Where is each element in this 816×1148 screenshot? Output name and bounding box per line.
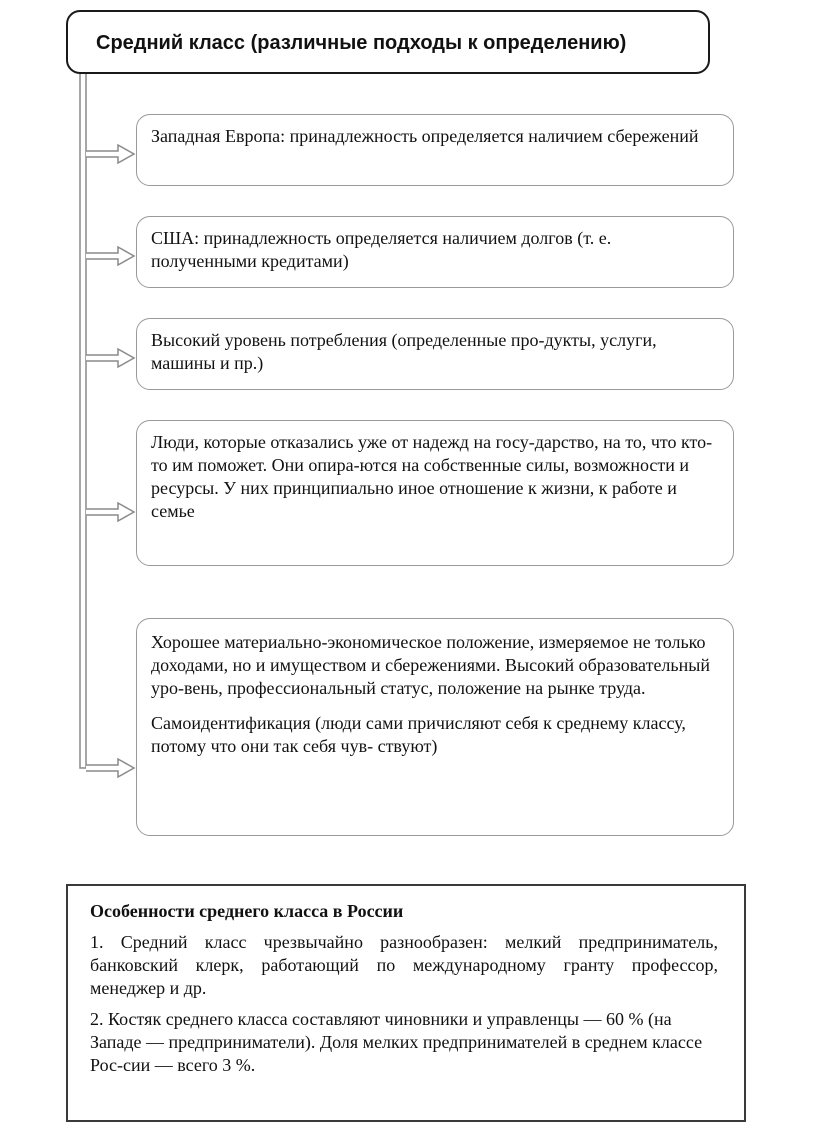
branch-arrow [86,247,134,265]
branch-arrow [86,503,134,521]
diagram-title: Средний класс (различные подходы к определению) [66,10,710,74]
russia-features-box [66,884,746,1122]
approach-text: США: принадлежность определяется наличием долгов (т. е. полученными кредитами) [151,228,612,271]
branch-arrow [86,349,134,367]
branch-arrow [86,145,134,163]
russia-point-1: 1. Средний класс чрезвычайно разнообразен: мелкий предприниматель, банковский клерк, работающий по международному гранту профессор, менеджер и др. [90,932,718,998]
approach-usa [136,216,734,288]
approach-text: Высокий уровень потребления (определенные про-дукты, услуги, машины и пр.) [151,330,657,373]
branch-arrow [86,759,134,777]
approach-western-europe [136,114,734,186]
trunk-line [80,74,86,768]
approach-text: Западная Европа: принадлежность определяется наличием сбережений [151,126,699,146]
russia-heading: Особенности среднего класса в России [90,901,404,921]
approach-text: Хорошее материально-экономическое положение, измеряемое не только доходами, но и имуществом и сбережениями. Высокий образовательный уро-вень, профессиональный статус, положение на рынке труда. [151,632,710,698]
approach-consumption [136,318,734,390]
approach-text-self-identification: Самоидентификация (люди сами причисляют себя к среднему классу, потому что они так себя чув- ствуют) [151,713,686,756]
approach-self-reliance [136,420,734,566]
approach-socioeconomic-status [136,618,734,836]
approach-text: Люди, которые отказались уже от надежд на госу-дарство, на то, что кто-то им поможет. Они опира-ются на собственные силы, возможности и ресурсы. У них принципиально иное отношение к жизни, к работе и семье [151,432,713,521]
russia-point-2: 2. Костяк среднего класса составляют чиновники и управленцы — 60 % (на Западе — предприниматели). Доля мелких предпринимателей в среднем классе Рос-сии — всего 3 %. [90,1009,703,1075]
